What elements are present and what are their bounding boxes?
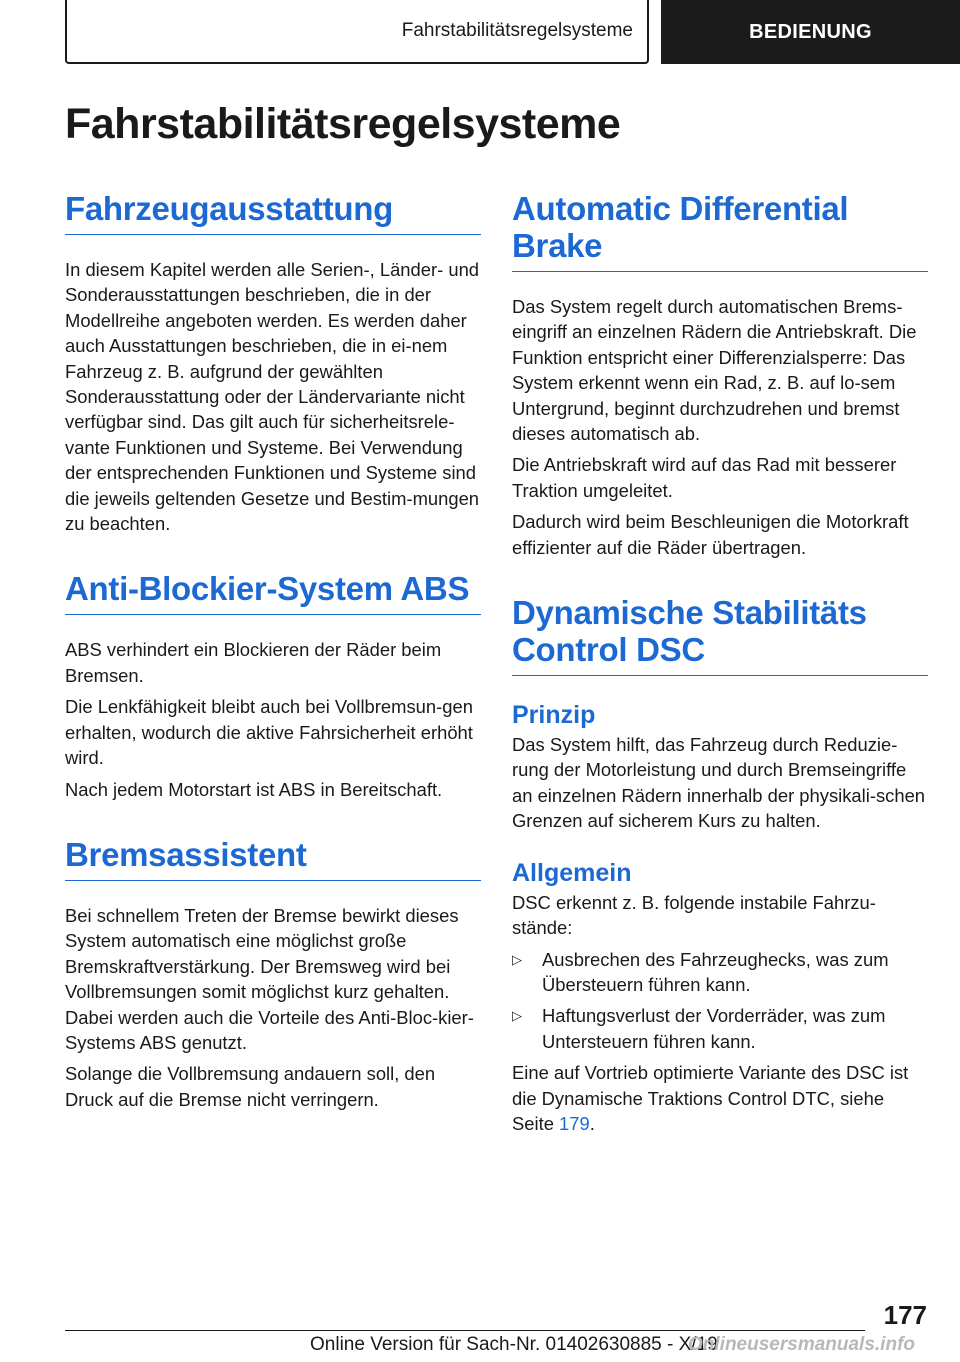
paragraph: Das System hilft, das Fahrzeug durch Reduzie-rung der Motorleistung und durch Bremseingriffe an einzelnen Rädern innerhalb der physikali-schen Grenzen auf sicherem Kurs zu halten. bbox=[512, 734, 926, 832]
header-chapter-title: Fahrstabilitätsregelsysteme bbox=[401, 20, 633, 41]
section-title-dsc: Dynamische Stabilitäts Control DSC bbox=[512, 594, 928, 676]
page-number: 177 bbox=[883, 1300, 927, 1330]
paragraph-end: . bbox=[589, 1112, 595, 1134]
section-title-fahrzeugausstattung: Fahrzeugausstattung bbox=[65, 190, 481, 235]
paragraph-dtc-reference bbox=[512, 1060, 928, 1136]
subsection-title-allgemein: Allgemein bbox=[512, 858, 632, 887]
paragraph: Nach jedem Motorstart ist ABS in Bereitschaft. bbox=[65, 778, 443, 800]
section-title-bremsassistent: Bremsassistent bbox=[65, 836, 481, 881]
paragraph: DSC erkennt z. B. folgende instabile Fahrzu-stände: bbox=[512, 891, 876, 939]
triangle-right-icon: ▷ bbox=[512, 1008, 522, 1024]
list-item bbox=[512, 947, 928, 998]
paragraph: In diesem Kapitel werden alle Serien-, Länder- und Sonderausstattungen beschrieben, die in der Modellreihe angeboten werden. Es werden daher auch Ausstattungen beschrieben, die in ei-nem Fahrzeug z. B. aufgrund der gewählten Sonderausstattung oder der Ländervariante nicht verfügbar sind. Das gilt auch für sicherheitsrele-vante Funktionen und Systeme. Bei Verwendung der entsprechenden Funktionen und Systeme sind die jeweils geltenden Gesetze und Bestim-mungen zu beachten. bbox=[65, 259, 480, 535]
list-item-text: Ausbrechen des Fahrzeughecks, was zum Übersteuern führen kann. bbox=[542, 948, 889, 995]
subsection-title-prinzip: Prinzip bbox=[512, 701, 596, 730]
left-column bbox=[65, 190, 481, 1112]
section-title-adb: Automatic Differential Brake bbox=[512, 190, 928, 272]
watermark: Onlineusersmanuals.info bbox=[688, 1334, 915, 1355]
paragraph: Bei schnellem Treten der Bremse bewirkt dieses System automatisch eine möglichst große Bremskraftverstärkung. Der Bremsweg wird bei Vollbremsungen somit möglichst kurz gehalten. Dabei werden auch die Vorteile des Anti-Bloc-kier-Systems ABS genutzt. bbox=[65, 904, 474, 1053]
list-item-text: Haftungsverlust der Vorderräder, was zum Untersteuern führen kann. bbox=[542, 1005, 886, 1052]
paragraph: Dadurch wird beim Beschleunigen die Motorkraft effizienter auf die Räder übertragen. bbox=[512, 511, 909, 558]
footer-divider bbox=[65, 1330, 865, 1331]
paragraph: Die Lenkfähigkeit bleibt auch bei Vollbremsun-gen erhalten, wodurch die aktive Fahrsicherheit erhöht wird. bbox=[65, 696, 473, 769]
list-item bbox=[512, 1003, 928, 1054]
paragraph: Das System regelt durch automatischen Brems-eingriff an einzelnen Rädern die Antriebskraft. Die Funktion entspricht einer Differenzialsperre: Das System erkennt wenn ein Rad, z. B. auf lo-sem Untergrund, beginnt durchzudrehen und bremst dieses automatisch ab. bbox=[512, 296, 917, 445]
page-link[interactable]: 179 bbox=[559, 1112, 590, 1134]
section-title-abs: Anti-Blockier-System ABS bbox=[65, 570, 481, 615]
page-title: Fahrstabilitätsregelsysteme bbox=[65, 100, 621, 148]
paragraph-text: Eine auf Vortrieb optimierte Variante des DSC ist die Dynamische Traktions Control DTC, siehe Seite bbox=[512, 1062, 909, 1134]
right-column bbox=[512, 190, 928, 1136]
paragraph: Die Antriebskraft wird auf das Rad mit besserer Traktion umgeleitet. bbox=[512, 454, 897, 501]
header-chapter-tab bbox=[65, 0, 649, 64]
paragraph: Solange die Vollbremsung andauern soll, den Druck auf die Bremse nicht verringern. bbox=[65, 1063, 436, 1110]
triangle-right-icon: ▷ bbox=[512, 951, 522, 967]
header-section-label: BEDIENUNG bbox=[749, 20, 872, 43]
header-section-tab bbox=[661, 0, 960, 64]
paragraph: ABS verhindert ein Blockieren der Räder beim Bremsen. bbox=[65, 639, 442, 686]
footer-version-text: Online Version für Sach-Nr. 01402630885 - X/19 bbox=[310, 1334, 718, 1355]
